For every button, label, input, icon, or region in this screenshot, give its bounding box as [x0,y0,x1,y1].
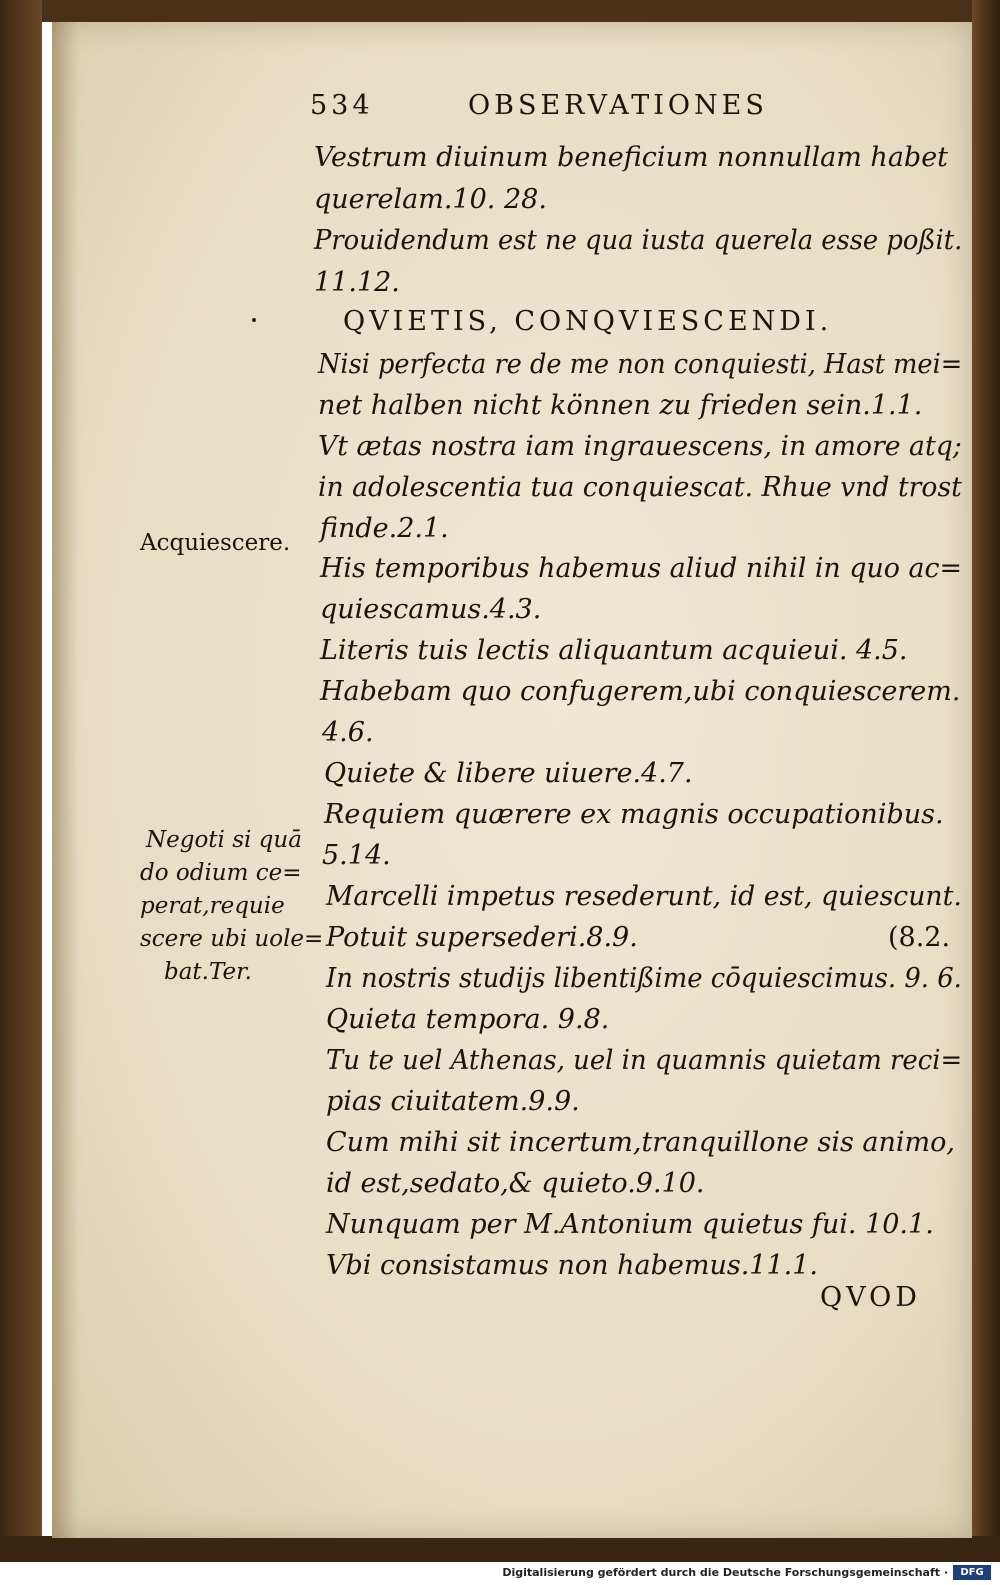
text-line: Vestrum diuinum beneficium nonnullam habet [314,142,949,173]
text-line: Marcelli impetus resederunt, id est, quiescunt. [326,881,962,912]
text-line: 4.6. [322,717,374,748]
text-line: Vt ætas nostra iam ingrauescens, in amore atq; [318,431,962,462]
book-cover-bottom [0,1536,1000,1562]
text-line: In nostris studijs libentißime cōquiescimus. 9. 6. [326,963,962,994]
running-title: OBSERVATIONES [468,90,768,121]
text-line: Requiem quærere ex magnis occupationibus. [324,799,944,830]
section-heading: QVIETIS, CONQVIESCENDI. [343,306,833,337]
text-line: in adolescentia tua conquiescat. Rhue vnd trost [318,472,962,503]
gutter-shadow [52,22,78,1538]
ink-speck [252,318,256,322]
marginal-note-line: perat,requie [140,893,285,919]
text-line: Nunquam per M.Antonium quietus fui. 10.1. [326,1209,934,1240]
text-line: Quiete & libere uiuere.4.7. [324,758,693,789]
text-line: Quieta tempora. 9.8. [326,1004,610,1035]
text-line: Potuit supersederi.8.9. [326,922,638,953]
text-line: net halben nicht können zu frieden sein.1.1. [318,390,923,421]
text-line: Nisi perfecta re de me non conquiesti, Hast mei= [318,349,963,380]
book-cover-left [0,0,42,1562]
text-line: Vbi consistamus non habemus.11.1. [326,1250,818,1281]
catchword: QVOD [820,1282,921,1313]
text-line: Prouidendum est ne qua iusta querela esse poßit. [314,225,963,256]
funding-credit: Digitalisierung gefördert durch die Deutsche Forschungsgemeinschaft · [502,1566,948,1579]
text-line: pias ciuitatem.9.9. [326,1086,580,1117]
text-line: Literis tuis lectis aliquantum acquieui. 4.5. [320,635,908,666]
page-number: 534 [310,90,374,121]
text-line: His temporibus habemus aliud nihil in quo ac= [320,553,963,584]
dfg-logo: DFG [953,1565,991,1580]
book-cover-top [0,0,1000,22]
text-line: id est,sedato,& quieto.9.10. [326,1168,705,1199]
side-reference: (8.2. [888,922,951,953]
text-line: Cum mihi sit incertum,tranquillone sis animo, [326,1127,955,1158]
text-line: 5.14. [322,840,391,871]
text-line: 11.12. [314,267,400,298]
text-line: querelam.10. 28. [314,184,547,215]
text-line: Tu te uel Athenas, uel in quamnis quietam reci= [326,1045,963,1076]
marginal-note-line: scere ubi uole= [140,926,324,952]
marginal-note-line: bat.Ter. [164,959,252,985]
marginal-note-acquiescere: Acquiescere. [140,530,291,556]
text-line: quiescamus.4.3. [320,594,542,625]
text-line: Habebam quo confugerem,ubi conquiescerem. [320,676,961,707]
marginal-note-line: do odium ce= [140,860,302,886]
marginal-note-line: Negoti si quā [146,827,302,853]
text-line: finde.2.1. [320,513,449,544]
book-cover-right [972,0,1000,1562]
